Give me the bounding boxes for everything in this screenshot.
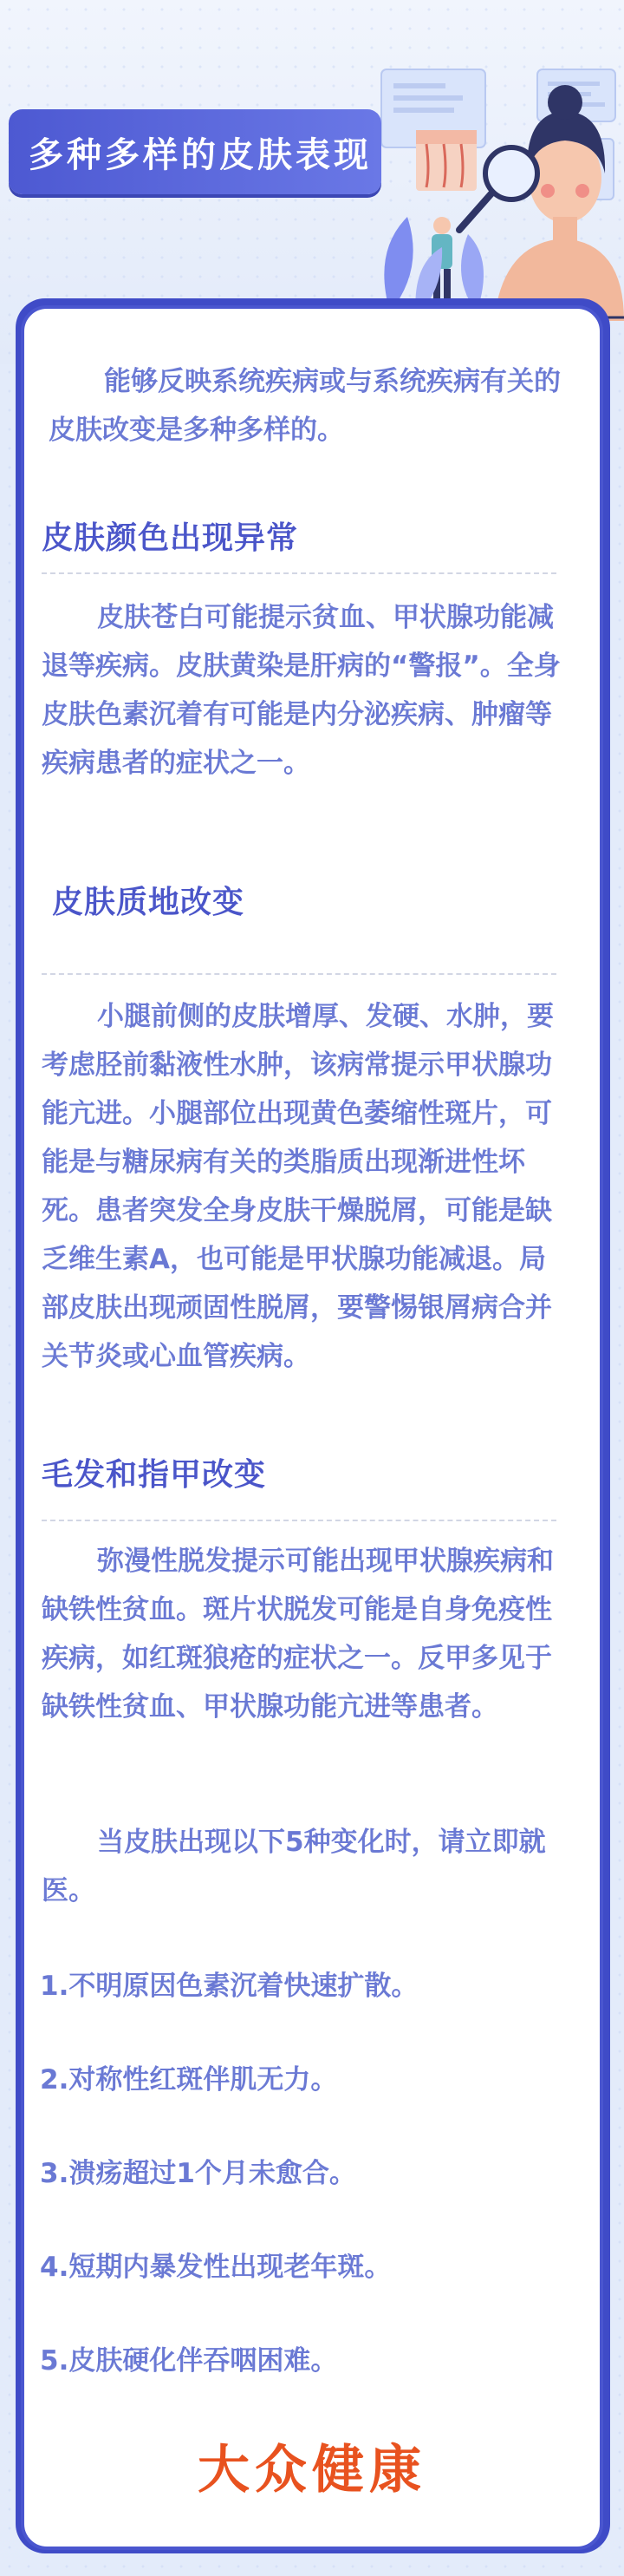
advice-item: 3.溃疡超过1个月未愈合。 <box>40 2158 356 2189</box>
advice-intro-text: 当皮肤出现以下5种变化时，请立即就医。 <box>42 1827 546 1906</box>
advice-item: 5.皮肤硬化伴吞咽困难。 <box>40 2345 338 2377</box>
title-banner <box>9 109 381 194</box>
advice-item: 1.不明原因色素沉着快速扩散。 <box>40 1971 419 2002</box>
advice-item: 2.对称性红斑伴肌无力。 <box>40 2064 338 2095</box>
section-divider <box>42 1520 556 1521</box>
section-body-color <box>42 593 562 788</box>
section-body-text: 弥漫性脱发提示可能出现甲状腺疾病和缺铁性贫血。斑片状脱发可能是自身免疫性疾病，如红斑狼疮的症状之一。反甲多见于缺铁性贫血、甲状腺功能亢进等患者。 <box>42 1546 554 1723</box>
section-heading-texture: 皮肤质地改变 <box>52 885 245 920</box>
section-heading-color: 皮肤颜色出现异常 <box>42 520 299 556</box>
intro-paragraph <box>49 357 575 454</box>
section-divider <box>42 572 556 574</box>
intro-text: 能够反映系统疾病或与系统疾病有关的皮肤改变是多种多样的。 <box>49 366 561 446</box>
advice-intro <box>42 1818 572 1915</box>
page-title: 多种多样的皮肤表现 <box>29 134 372 175</box>
section-body-text: 小腿前侧的皮肤增厚、发硬、水肿，要考虑胫前黏液性水肿，该病常提示甲状腺功能亢进。小腿部位出现黄色萎缩性斑片，可能是与糖尿病有关的类脂质出现渐进性坏死。患者突发全身皮肤干燥脱屑，可能是缺乏维生素A，也可能是甲状腺功能减退。局部皮肤出现顽固性脱屑，要警惕银屑病合并关节炎或心血管疾病。 <box>42 1001 554 1372</box>
section-body-texture <box>42 992 572 1381</box>
section-divider <box>42 973 556 975</box>
doctor-with-magnifier-illustration <box>364 61 624 321</box>
section-body-hair-nails <box>42 1537 572 1731</box>
skin-layer-icon <box>416 130 477 191</box>
section-body-text: 皮肤苍白可能提示贫血、甲状腺功能减退等疾病。皮肤黄染是肝病的“警报”。全身皮肤色素沉着有可能是内分泌疾病、肿瘤等疾病患者的症状之一。 <box>42 602 561 779</box>
advice-item: 4.短期内暴发性出现老年斑。 <box>40 2252 392 2283</box>
brand-logo: 大众健康 <box>198 2440 426 2501</box>
section-heading-hair-nails: 毛发和指甲改变 <box>42 1457 267 1493</box>
